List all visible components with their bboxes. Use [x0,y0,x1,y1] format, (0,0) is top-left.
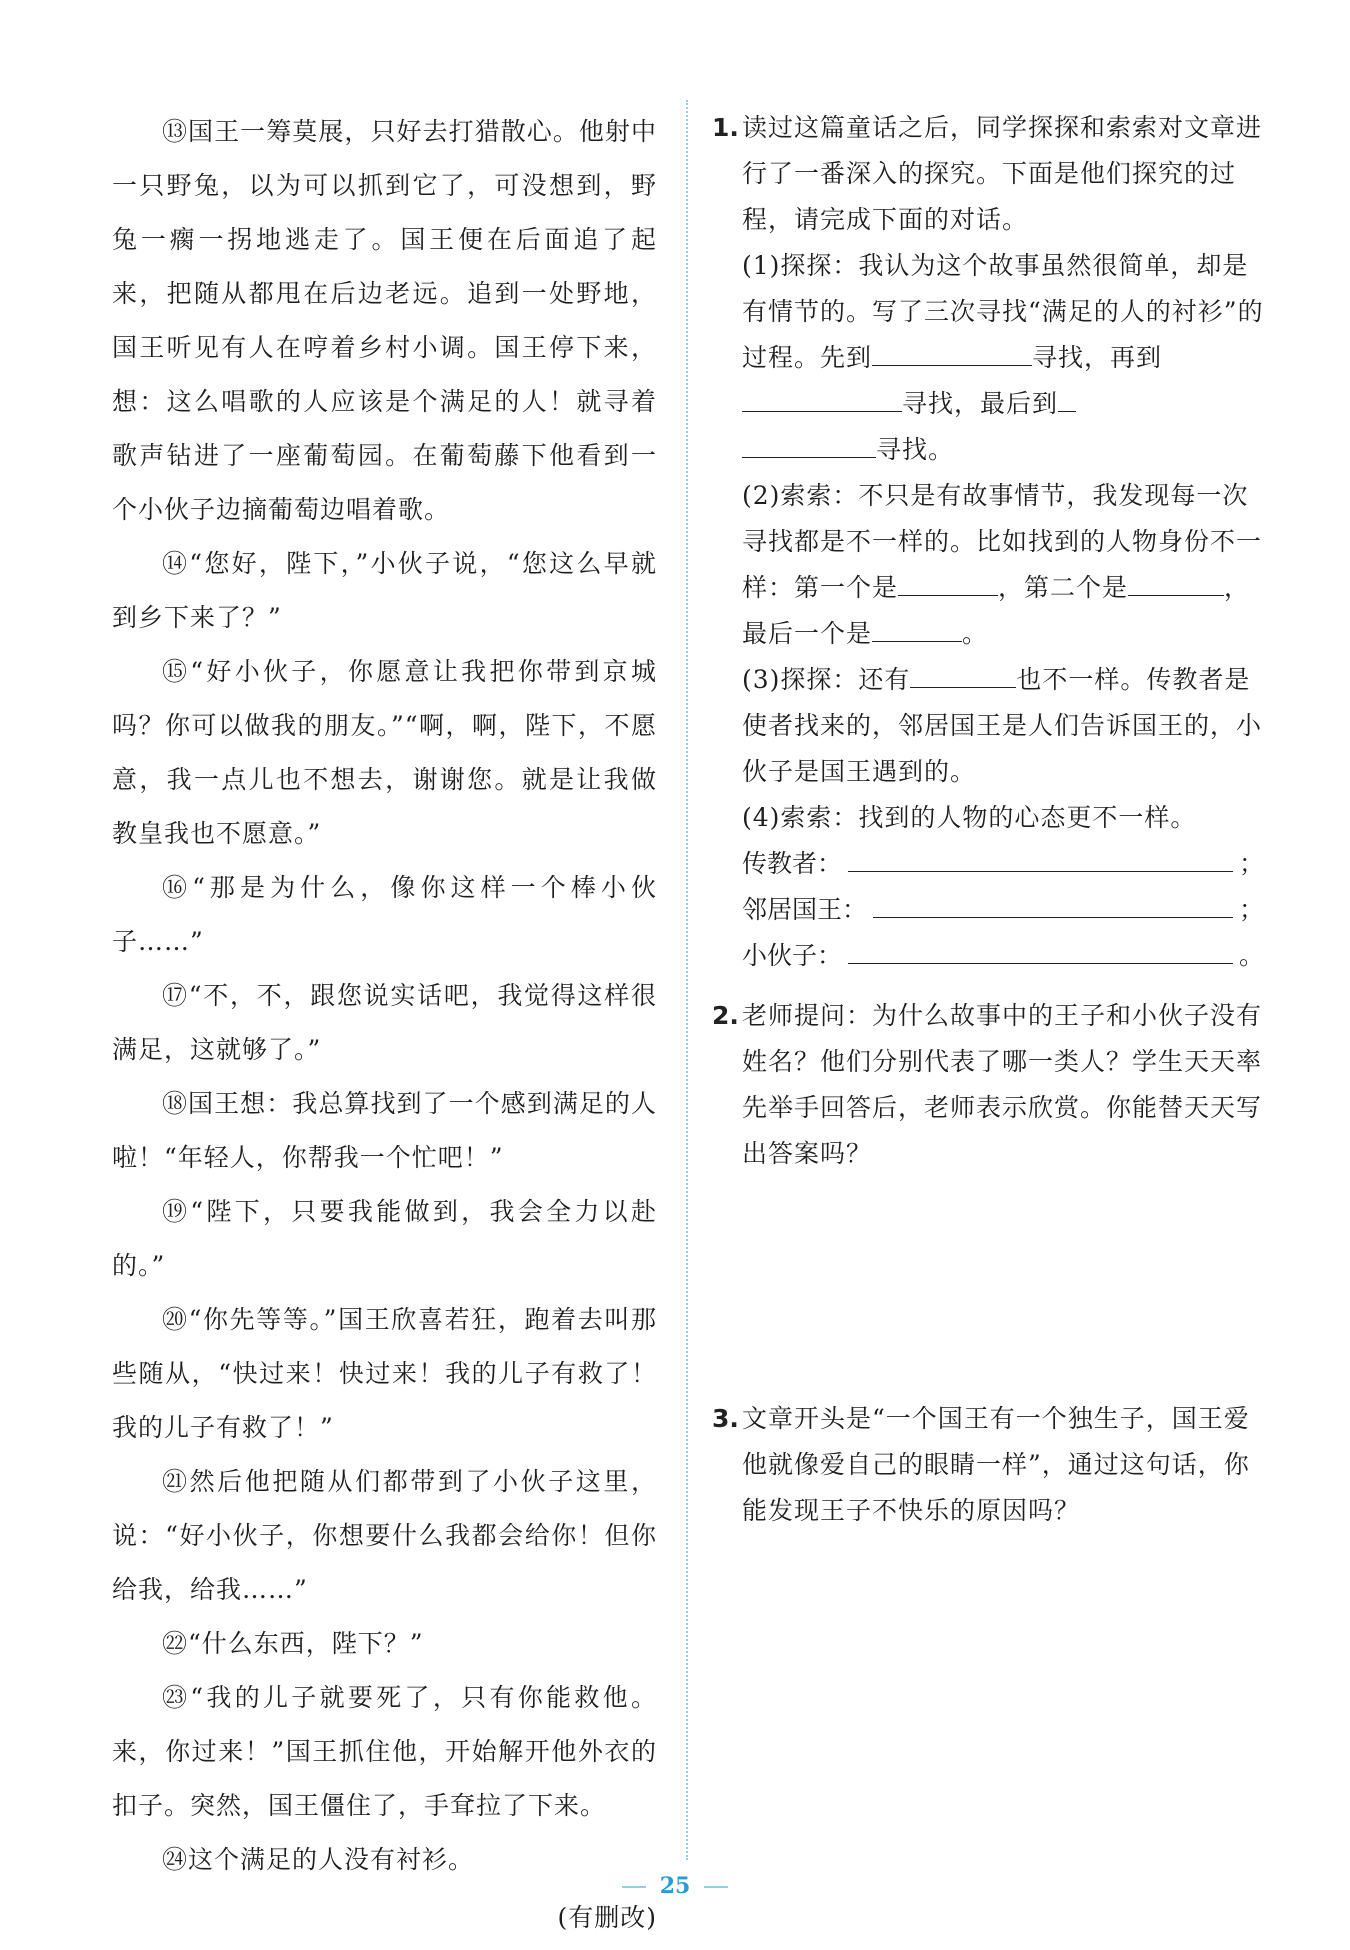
punctuation: ； [1238,849,1264,878]
sub-question-4: (4)索索：找到的人物的心态更不一样。 [742,803,1197,832]
answer-line[interactable] [848,841,1233,872]
sub-question-1 [742,243,1264,473]
punctuation: ； [1238,895,1264,924]
answer-blank[interactable] [898,565,998,596]
paragraph-15: ⑮“好小伙子，你愿意让我把你带到京城吗？你可以做我的朋友。”“啊，啊，陛下，不愿意，我一点儿也不想去，谢谢您。就是让我做教皇我也不愿意。” [112,657,657,848]
answer-blank[interactable] [1058,381,1076,412]
question-2 [712,993,1264,1177]
paragraph-18: ⑱国王想：我总算找到了一个感到满足的人啦！“年轻人，你帮我一个忙吧！” [112,1089,657,1172]
sub-text: 寻找。 [876,435,955,464]
question-3-block [712,1396,1264,1534]
page-number: 25 [659,1873,691,1899]
sub-text: (1)探探：我认为这个故事虽然很简单，却是有情节的。写了三次寻找“满足的人的衬衫”的过程。先到 [742,251,1264,372]
question-text: 读过这篇童话之后，同学探探和索索对文章进行了一番深入的探究。下面是他们探究的过程，请完成下面的对话。 [742,113,1263,234]
attitude-young-man [742,933,1264,979]
paragraph-23: ㉓“我的儿子就要死了，只有你能救他。来，你过来！”国王抓住他，开始解开他外衣的扣子。突然，国王僵住了，手耷拉了下来。 [112,1683,657,1820]
answer-blank[interactable] [872,335,1032,366]
questions-column [712,105,1264,1177]
question-3 [712,1396,1264,1534]
sub-text: (2)索索：不只是有故事情节，我发现每一次寻找都是不一样的。比如找到的人物身份不一样：第一个是 [742,481,1263,602]
sub-text: 寻找，再到 [1032,343,1163,372]
sub-text: ， [1224,573,1251,602]
answer-line[interactable] [848,933,1233,964]
sub-question-3 [742,657,1264,795]
answer-blank[interactable] [872,611,962,642]
question-number: 3. [712,1404,739,1433]
source-note: (有删改) [557,1903,657,1932]
attitude-label: 传教者： [742,849,843,878]
sub-text: (3)探探：还有 [742,665,911,694]
sub-text: 最后一个是 [742,619,873,648]
attitude-label: 小伙子： [742,941,843,970]
sub-text: 寻找，最后到 [902,389,1059,418]
answer-blank[interactable] [742,381,902,412]
story-text [112,105,657,1945]
paragraph-17: ⑰“不，不，跟您说实话吧，我觉得这样很满足，这就够了。” [112,981,657,1064]
punctuation: 。 [1238,941,1264,970]
attitude-missionary [742,841,1264,887]
question-text: 文章开头是“一个国王有一个独生子，国王爱他就像爱自己的眼睛一样”，通过这句话，你能发现王子不快乐的原因吗？ [742,1404,1250,1525]
paragraph-13: ⑬国王一筹莫展，只好去打猎散心。他射中一只野兔，以为可以抓到它了，可没想到，野兔一瘸一拐地逃走了。国王便在后面追了起来，把随从都甩在后边老远。追到一处野地，国王听见有人在哼着乡村小调。国王停下来，想：这么唱歌的人应该是个满足的人！就寻着歌声钻进了一座葡萄园。在葡萄藤下他看到一个小伙子边摘葡萄边唱着歌。 [112,117,657,524]
column-divider [686,100,688,1860]
paragraph-16: ⑯“那是为什么，像你这样一个棒小伙子……” [112,873,657,956]
footer-dash-right [704,1886,728,1888]
question-text: 老师提问：为什么故事中的王子和小伙子没有姓名？他们分别代表了哪一类人？学生天天率先举手回答后，老师表示欣赏。你能替天天写出答案吗？ [742,1001,1263,1168]
paragraph-24: ㉔这个满足的人没有衬衫。 [162,1845,475,1874]
sub-text: ，第二个是 [998,573,1129,602]
answer-blank[interactable] [910,657,1016,688]
sub-question-2 [742,473,1264,657]
paragraph-21: ㉑然后他把随从们都带到了小伙子这里，说：“好小伙子，你想要什么我都会给你！但你给我，给我……” [112,1467,657,1604]
attitude-neighbor-king [742,887,1264,933]
question-number: 2. [712,1001,739,1030]
answer-blank[interactable] [742,427,876,458]
sub-text: 。 [962,619,989,648]
page-footer [0,1873,1350,1899]
sub-text: 也不一样。传教者是使者找来的，邻居国王是人们告诉国王的，小伙子是国王遇到的。 [742,665,1263,786]
footer-dash-left [622,1886,646,1888]
attitude-label: 邻居国王： [742,895,868,924]
question-number: 1. [712,113,739,142]
paragraph-20: ⑳“你先等等。”国王欣喜若狂，跑着去叫那些随从，“快过来！快过来！我的儿子有救了！我的儿子有救了！” [112,1305,657,1442]
paragraph-22: ㉒“什么东西，陛下？” [162,1629,424,1658]
paragraph-19: ⑲“陛下，只要我能做到，我会全力以赴的。” [112,1197,657,1280]
answer-blank[interactable] [1128,565,1224,596]
paragraph-14: ⑭“您好，陛下，”小伙子说，“您这么早就到乡下来了？” [112,549,657,632]
answer-line[interactable] [873,887,1233,918]
question-1 [712,105,1264,979]
